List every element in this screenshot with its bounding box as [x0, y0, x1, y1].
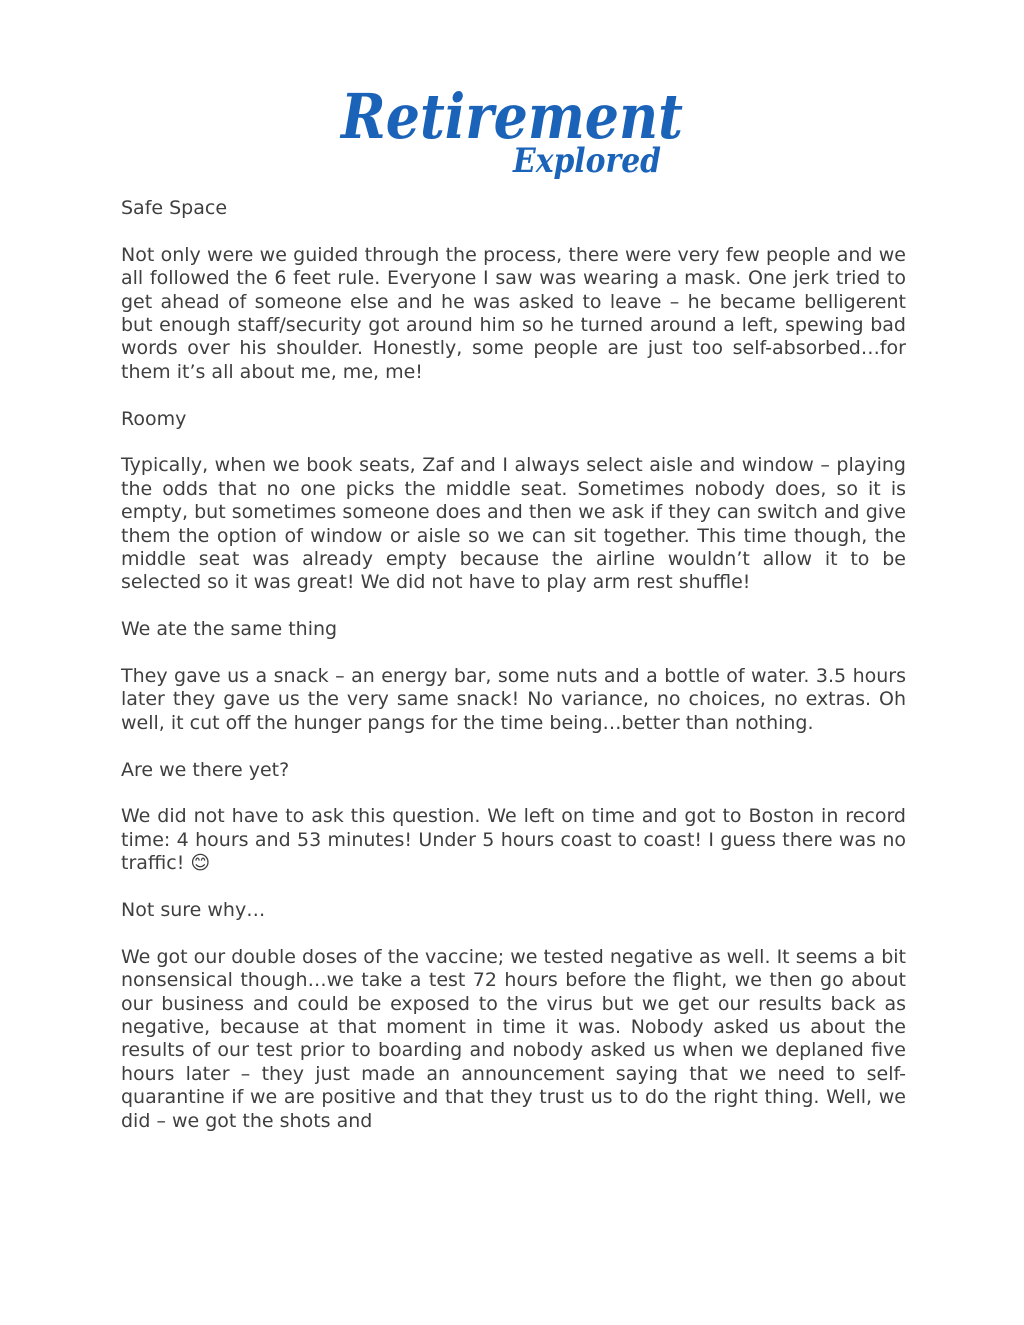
- section-heading: Roomy: [121, 407, 187, 430]
- section-not-sure-why: [121, 899, 906, 1133]
- retirement-explored-logo: [335, 50, 695, 185]
- section-paragraph: They gave us a snack – an energy bar, some nuts and a bottle of water. 3.5 hours later they gave us the very same snack! No variance, no choices, no extras. Oh well, it cut off the hunger pangs for the time being…better than nothing.: [121, 665, 906, 734]
- section-roomy: [121, 408, 906, 595]
- section-heading: Are we there yet?: [121, 758, 290, 781]
- section-paragraph: We got our double doses of the vaccine; we tested negative as well. It seems a bit nonsensical though…we take a test 72 hours before the flight, we then go about our business and could be exposed to the virus but we get our results back as negative, because at that moment in time it was. Nobody asked us about the results of our test prior to boarding and nobody asked us when we deplaned five hours later – they just made an announcement saying that we need to self-quarantine if we are positive and that they trust us to do the right thing. Well, we did – we got the shots and: [121, 945, 906, 1132]
- section-same-thing: [121, 618, 906, 735]
- logo-main-text: Retirement: [339, 80, 684, 153]
- section-are-we-there-yet: [121, 759, 906, 876]
- section-safe-space: [121, 197, 906, 384]
- article-body: [121, 197, 906, 1133]
- logo-graphic: [335, 50, 695, 185]
- section-heading: Safe Space: [121, 197, 228, 219]
- section-paragraph: Not only were we guided through the process, there were very few people and we all followed the 6 feet rule. Everyone I saw was wearing a mask. One jerk tried to get ahead of someone else and he was asked to leave – he became belligerent but enough staff/security got around him so he turned around a left, spewing bad words over his shoulder. Honestly, some people are just too self-absorbed…for them it’s all about me, me, me!: [121, 243, 906, 383]
- section-heading: Not sure why…: [121, 899, 266, 922]
- logo-sub-text: Explored: [512, 141, 662, 181]
- section-paragraph: We did not have to ask this question. We left on time and got to Boston in record time: 4 hours and 53 minutes! Under 5 hours coast to coast! I guess there was no traffic! 😊: [121, 805, 906, 875]
- section-paragraph: Typically, when we book seats, Zaf and I always select aisle and window – playing the odds that no one picks the middle seat. Sometimes nobody does, so it is empty, but sometimes someone does and then we ask if they can switch and give them the option of window or aisle so we can sit together. This time though, the middle seat was already empty because the airline wouldn’t allow it to be selected so it was great! We did not have to play arm rest shuffle!: [121, 454, 906, 594]
- section-heading: We ate the same thing: [121, 618, 338, 641]
